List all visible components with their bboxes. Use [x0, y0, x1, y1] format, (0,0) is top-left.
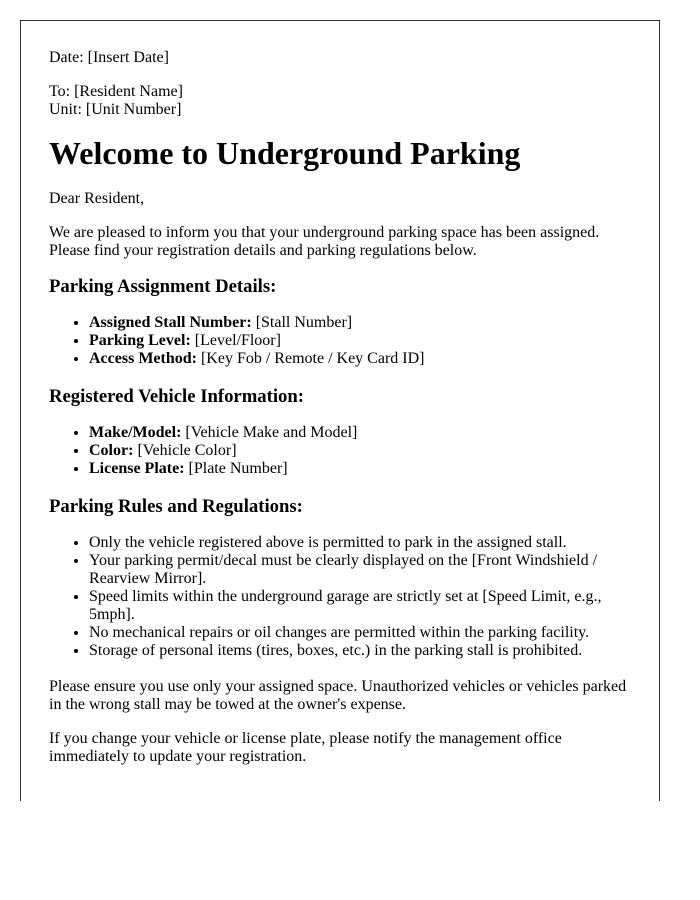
item-value: [Vehicle Make and Model]	[181, 424, 358, 441]
towing-notice-paragraph: Please ensure you use only your assigned space. Unauthorized vehicles or vehicles parked in the wrong stall may be towed at the owner's expense.	[49, 678, 627, 713]
item-value: [Vehicle Color]	[133, 442, 237, 459]
vehicle-list	[49, 424, 639, 478]
item-label: Access Method:	[89, 350, 197, 367]
item-label: Color:	[89, 442, 134, 459]
letter-content	[49, 49, 639, 782]
assignment-heading: Parking Assignment Details:	[49, 276, 277, 297]
list-item: • Speed limits within the underground garage are strictly set at [Speed Limit, e.g., 5mph].	[89, 588, 639, 624]
recipient-name-line: To: [Resident Name]	[49, 83, 183, 100]
item-label: Make/Model:	[89, 424, 182, 441]
intro-paragraph: We are pleased to inform you that your underground parking space has been assigned. Please find your registration details and parking regulations below.	[49, 224, 600, 259]
list-item	[89, 350, 639, 368]
item-value: [Stall Number]	[251, 314, 353, 331]
list-item	[89, 424, 639, 442]
salutation: Dear Resident,	[49, 190, 145, 207]
item-value: [Level/Floor]	[190, 332, 281, 349]
list-item: • Your parking permit/decal must be clearly displayed on the [Front Windshield / Rearview Mirror].	[89, 552, 639, 588]
item-label: Parking Level:	[89, 332, 191, 349]
item-label: License Plate:	[89, 460, 185, 477]
vehicle-heading: Registered Vehicle Information:	[49, 386, 305, 407]
list-item	[89, 442, 639, 460]
list-item	[89, 332, 639, 350]
item-label: Assigned Stall Number:	[89, 314, 252, 331]
list-item: • Only the vehicle registered above is permitted to park in the assigned stall.	[89, 534, 639, 552]
list-item: • Storage of personal items (tires, boxes, etc.) in the parking stall is prohibited.	[89, 642, 639, 660]
list-item: • No mechanical repairs or oil changes are permitted within the parking facility.	[89, 624, 639, 642]
recipient-unit-line: Unit: [Unit Number]	[49, 101, 182, 118]
item-value: [Key Fob / Remote / Key Card ID]	[196, 350, 425, 367]
update-notice-paragraph: If you change your vehicle or license plate, please notify the management office immediately to update your registration.	[49, 730, 562, 765]
list-item	[89, 460, 639, 478]
rules-heading: Parking Rules and Regulations:	[49, 496, 303, 517]
assignment-list	[49, 314, 639, 368]
date-line: Date: [Insert Date]	[49, 49, 169, 66]
letter-title: Welcome to Underground Parking	[49, 135, 521, 171]
recipient-block	[49, 83, 639, 119]
letter-page	[20, 20, 660, 801]
list-item	[89, 314, 639, 332]
rules-list	[49, 534, 639, 660]
item-value: [Plate Number]	[184, 460, 288, 477]
